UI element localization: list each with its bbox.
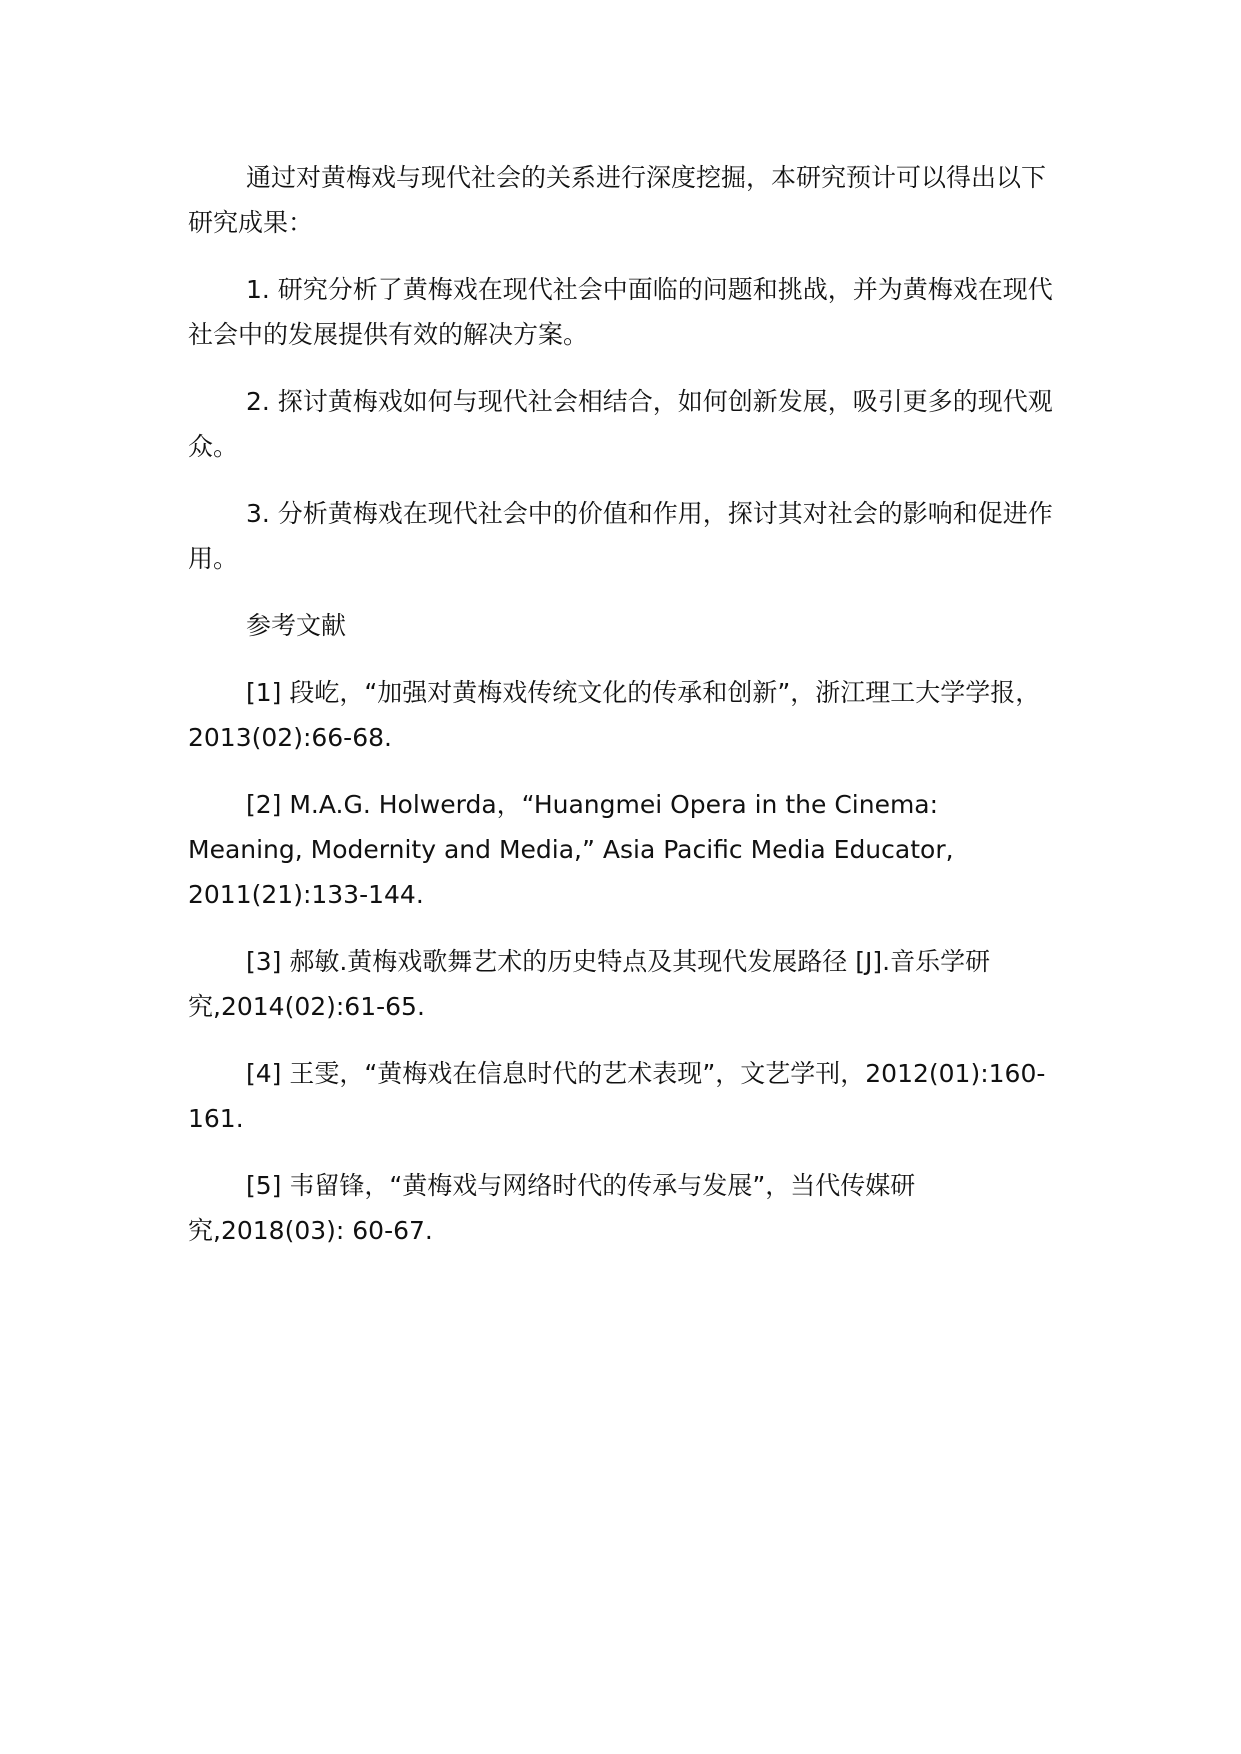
reference-item-1: [1] 段屹，“加强对黄梅戏传统文化的传承和创新”，浙江理工大学学报，2013(02):66-68.: [188, 678, 1041, 752]
intro-paragraph: 通过对黄梅戏与现代社会的关系进行深度挖掘，本研究预计可以得出以下研究成果：: [188, 163, 1047, 237]
references-heading: 参考文献: [246, 611, 347, 640]
reference-item-3: [3] 郝敏.黄梅戏歌舞艺术的历史特点及其现代发展路径 [J].音乐学研究,2014(02):61-65.: [188, 947, 991, 1021]
finding-item-1: 1. 研究分析了黄梅戏在现代社会中面临的问题和挑战，并为黄梅戏在现代社会中的发展提供有效的解决方案。: [188, 275, 1053, 349]
reference-item-5: [5] 韦留锋，“黄梅戏与网络时代的传承与发展”，当代传媒研究,2018(03): 60-67.: [188, 1171, 916, 1245]
finding-item-2: 2. 探讨黄梅戏如何与现代社会相结合，如何创新发展，吸引更多的现代观众。: [188, 387, 1053, 461]
reference-item-4: [4] 王雯，“黄梅戏在信息时代的艺术表现”，文艺学刊，2012(01):160-161.: [188, 1059, 1046, 1133]
page-content: [188, 155, 1058, 1275]
reference-item-2: [2] M.A.G. Holwerda，“Huangmei Opera in the Cinema: Meaning, Modernity and Media,” Asia Pacific Media Educator, 2011(21):133-144.: [188, 790, 954, 909]
finding-item-3: 3. 分析黄梅戏在现代社会中的价值和作用，探讨其对社会的影响和促进作用。: [188, 499, 1053, 573]
